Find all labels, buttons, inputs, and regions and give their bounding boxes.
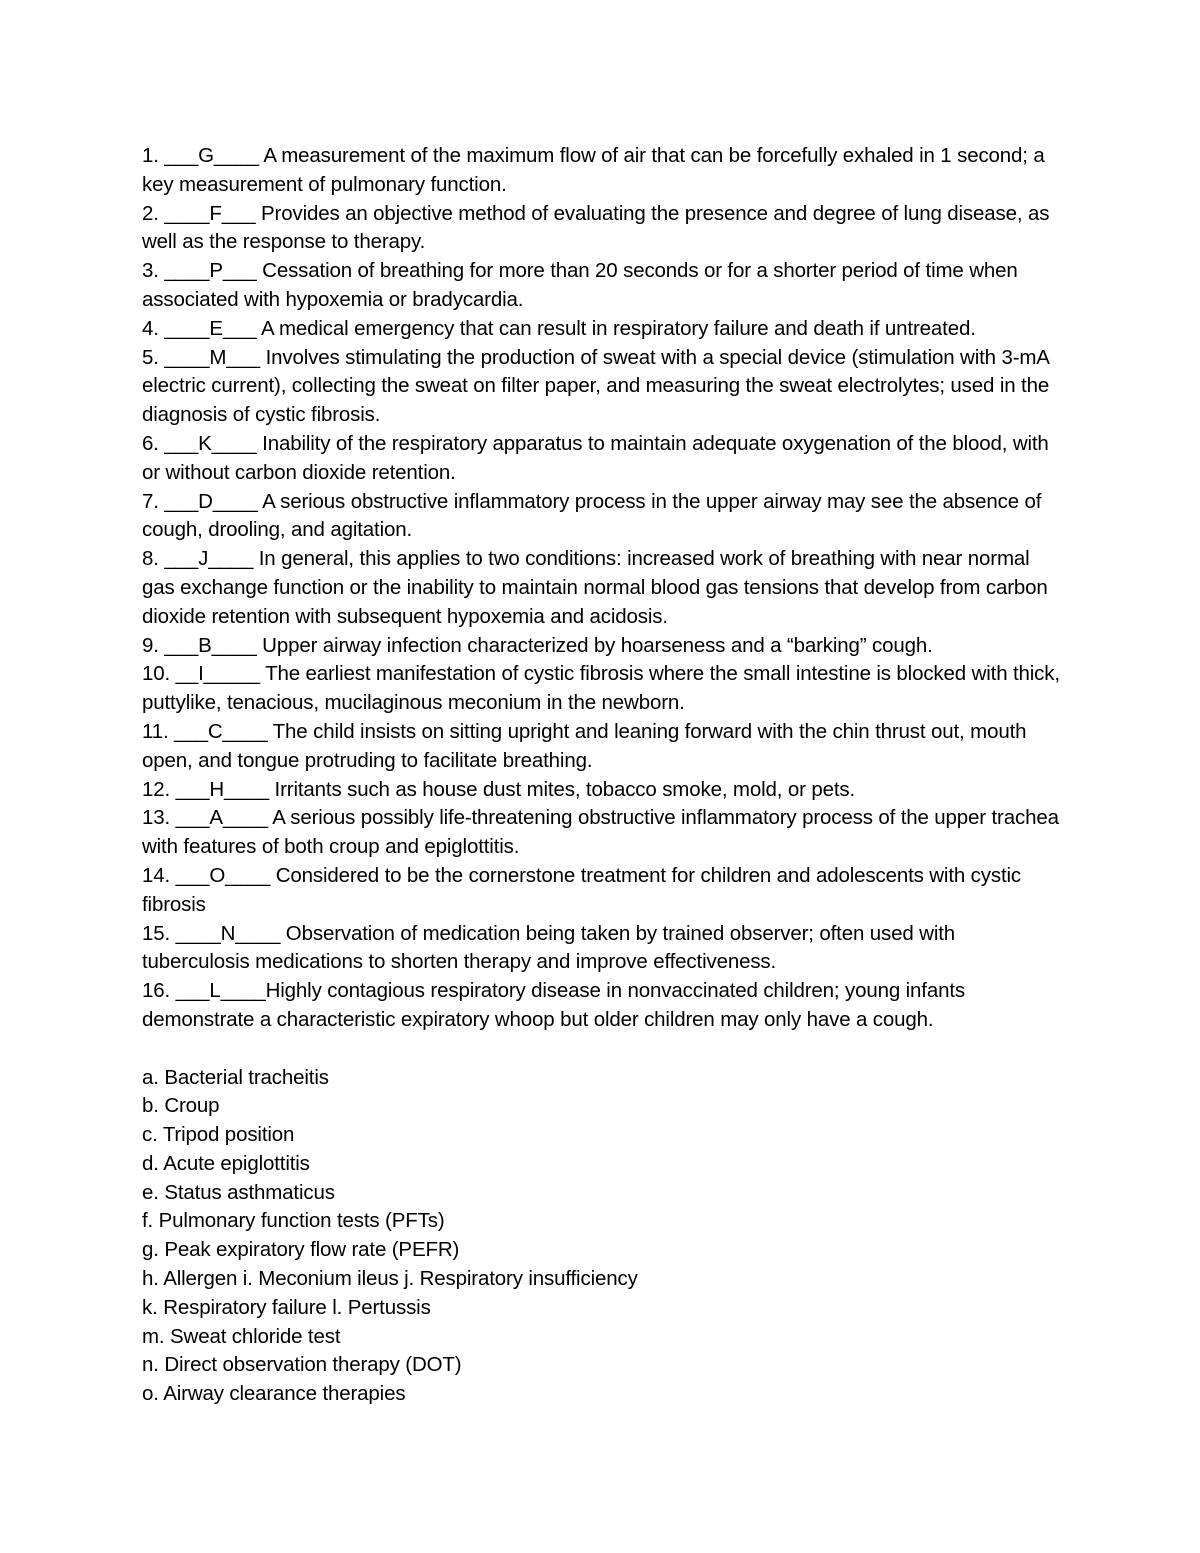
question-number: 13. <box>142 806 176 830</box>
worksheet-content <box>142 142 1062 1409</box>
question-item <box>142 200 1062 258</box>
question-number: 1. <box>142 144 165 167</box>
answer-option: m. Sweat chloride test <box>142 1324 341 1348</box>
question-item <box>142 718 1062 776</box>
answer-option: a. Bacterial tracheitis <box>142 1065 329 1089</box>
question-text: Considered to be the cornerstone treatment for children and adolescents with cystic fibrosis <box>142 863 1022 916</box>
question-item <box>142 776 1062 805</box>
question-number: 14. <box>142 863 176 887</box>
question-text: Provides an objective method of evaluating the presence and degree of lung disease, as well as the response to therapy. <box>142 201 1050 254</box>
answer-options-list <box>142 1064 1062 1410</box>
question-item <box>142 344 1062 430</box>
question-item <box>142 920 1062 978</box>
answer-blank: ____M___ <box>164 345 261 369</box>
answer-blank: ___O____ <box>175 863 271 887</box>
answer-blank: ___A____ <box>175 806 268 830</box>
answer-option: h. Allergen i. Meconium ileus j. Respiratory insufficiency <box>142 1267 638 1291</box>
answer-option: e. Status asthmaticus <box>142 1180 335 1204</box>
answer-blank: ___D____ <box>164 489 258 513</box>
question-number: 6. <box>142 431 165 455</box>
question-number: 4. <box>142 316 165 340</box>
question-item <box>142 488 1062 546</box>
answer-option: d. Acute epiglottitis <box>142 1151 310 1175</box>
question-text: A medical emergency that can result in respiratory failure and death if untreated. <box>256 316 976 340</box>
question-number: 9. <box>142 633 165 657</box>
answer-blank: ____F___ <box>164 201 256 225</box>
question-item <box>142 632 1062 661</box>
answer-blank: __I_____ <box>175 662 260 686</box>
answer-blank: ___C____ <box>174 719 268 743</box>
question-number: 2. <box>142 201 165 225</box>
answer-blank: ___K____ <box>164 431 257 455</box>
question-item <box>142 660 1062 718</box>
question-item <box>142 862 1062 920</box>
question-text: The child insists on sitting upright and leaning forward with the chin thrust out, mouth open, and tongue protruding to facilitate breathing. <box>142 719 1027 772</box>
question-text: Upper airway infection characterized by hoarseness and a “barking” cough. <box>256 633 933 657</box>
answer-blank: ___L____ <box>175 979 266 1003</box>
question-text: In general, this applies to two conditions: increased work of breathing with near normal gas exchange function or the inability to maintain normal blood gas tensions that develop from carbon dioxide retention with subsequent hypoxemia and acidosis. <box>142 547 1048 628</box>
answer-blank: ____E___ <box>164 316 257 340</box>
question-item <box>142 977 1062 1035</box>
question-text: Observation of medication being taken by trained observer; often used with tuberculosis medications to shorten therapy and improve effectiveness. <box>142 921 956 974</box>
question-item <box>142 804 1062 862</box>
question-text: Involves stimulating the production of sweat with a special device (stimulation with 3-mA electric current), collecting the sweat on filter paper, and measuring the sweat electrolytes; used in the diagnosis of cystic fibrosis. <box>142 345 1050 427</box>
answer-option: n. Direct observation therapy (DOT) <box>142 1353 462 1377</box>
question-item <box>142 142 1062 200</box>
answer-option: f. Pulmonary function tests (PFTs) <box>142 1209 445 1233</box>
question-text: Irritants such as house dust mites, tobacco smoke, mold, or pets. <box>269 777 856 801</box>
question-text: Inability of the respiratory apparatus to maintain adequate oxygenation of the blood, with or without carbon dioxide retention. <box>142 431 1049 484</box>
answer-blank: ___J____ <box>164 547 254 571</box>
answer-option: o. Airway clearance therapies <box>142 1382 406 1406</box>
answer-blank: ___B____ <box>164 633 257 657</box>
answer-blank: ___G____ <box>164 144 259 167</box>
question-text: Cessation of breathing for more than 20 seconds or for a shorter period of time when associated with hypoxemia or bradycardia. <box>142 259 1018 311</box>
question-item <box>142 257 1062 315</box>
question-text: A serious possibly life-threatening obstructive inflammatory process of the upper trachea with features of both croup and epiglottitis. <box>142 806 1059 859</box>
question-item <box>142 315 1062 344</box>
question-number: 12. <box>142 777 176 801</box>
answer-blank: ____N____ <box>175 921 281 945</box>
question-text: Highly contagious respiratory disease in nonvaccinated children; young infants demonstrate a characteristic expiratory whoop but older children may only have a cough. <box>142 979 965 1031</box>
question-number: 15. <box>142 921 176 945</box>
question-item <box>142 430 1062 488</box>
question-number: 3. <box>142 259 165 283</box>
question-list <box>142 142 1062 1035</box>
question-number: 8. <box>142 547 165 571</box>
question-number: 16. <box>142 979 176 1003</box>
question-number: 7. <box>142 489 165 513</box>
question-text: A measurement of the maximum flow of air that can be forcefully exhaled in 1 second; a key measurement of pulmonary function. <box>142 144 1045 196</box>
answer-blank: ____P___ <box>164 259 257 283</box>
question-text: The earliest manifestation of cystic fibrosis where the small intestine is blocked with thick, puttylike, tenacious, mucilaginous meconium in the newborn. <box>142 662 1060 715</box>
question-number: 10. <box>142 662 176 686</box>
question-text: A serious obstructive inflammatory process in the upper airway may see the absence of cough, drooling, and agitation. <box>142 489 1042 542</box>
answer-option: c. Tripod position <box>142 1123 295 1147</box>
answer-option: b. Croup <box>142 1094 220 1118</box>
answer-option: k. Respiratory failure l. Pertussis <box>142 1295 431 1319</box>
question-item <box>142 545 1062 631</box>
question-number: 5. <box>142 345 165 369</box>
answer-blank: ___H____ <box>175 777 270 801</box>
answer-option: g. Peak expiratory flow rate (PEFR) <box>142 1238 460 1262</box>
question-number: 11. <box>142 719 175 743</box>
